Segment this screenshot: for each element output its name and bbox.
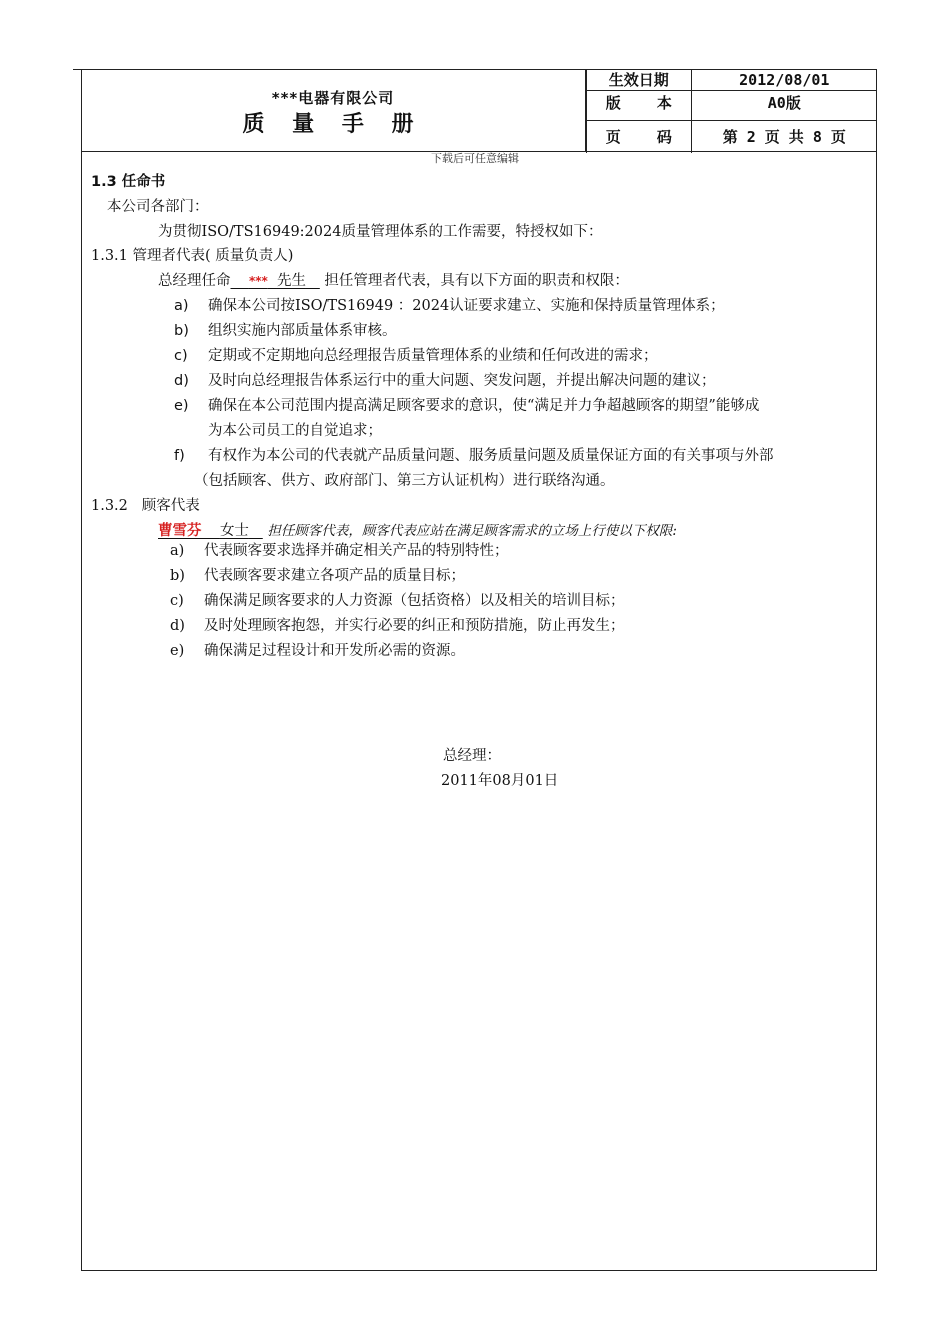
- item-marker: e): [174, 398, 189, 414]
- customer-rep-line: [158, 521, 677, 541]
- item-text: 及时处理顾客抱怨，并实行必要的纠正和预防措施，防止再发生；: [204, 618, 625, 634]
- duty-item: [174, 296, 725, 316]
- authority-item: [170, 616, 625, 636]
- appointment-line: [158, 271, 629, 291]
- item-marker: c): [170, 593, 184, 609]
- authority-item: [170, 641, 465, 661]
- meta-key: 生效日期: [587, 69, 692, 91]
- appoint-suffix: 担任管理者代表，具有以下方面的职责和权限：: [324, 273, 629, 289]
- manual-title: 质 量 手 册: [242, 112, 424, 137]
- item-marker: e): [170, 643, 185, 659]
- duty-item: [174, 321, 397, 341]
- meta-value: A0版: [691, 91, 877, 121]
- appointee-blank: [231, 273, 320, 289]
- item-marker: c): [174, 348, 188, 364]
- item-marker: a): [174, 298, 189, 314]
- meta-value: 第 2 页 共 8 页: [691, 121, 877, 153]
- duty-item-continuation: 为本公司员工的自觉追求；: [208, 423, 382, 439]
- item-marker: f): [174, 448, 185, 464]
- item-text: 及时向总经理报告体系运行中的重大问题、突发问题，并提出解决问题的建议；: [208, 373, 716, 389]
- item-text: 组织实施内部质量体系审核。: [208, 323, 397, 339]
- intro-paragraph: 为贯彻ISO/TS16949:2024质量管理体系的工作需要，特授权如下：: [158, 224, 603, 240]
- item-text: 确保满足顾客要求的人力资源（包括资格）以及相关的培训目标；: [204, 593, 625, 609]
- duty-item: [174, 346, 658, 366]
- meta-row-page: [587, 121, 878, 153]
- subsection-heading-customer-rep: 1.3.2 顾客代表: [91, 498, 200, 514]
- header-title-cell: [81, 69, 586, 151]
- document-header: [81, 69, 877, 152]
- appointee-honorific: 先生: [276, 273, 306, 289]
- customer-rep-suffix: 担任顾客代表，顾客代表应站在满足顾客需求的立场上行使以下权限:: [267, 523, 677, 539]
- subsection-heading-management-rep: 1.3.1 管理者代表( 质量负责人): [91, 248, 294, 264]
- authority-item: [170, 541, 509, 561]
- item-text: 确保满足过程设计和开发所必需的资源。: [204, 643, 465, 659]
- item-marker: d): [174, 373, 189, 389]
- appoint-prefix: 总经理任命: [158, 273, 231, 289]
- signature-date: 2011年08月01日: [441, 773, 559, 789]
- meta-key: 页 码: [587, 121, 692, 153]
- item-marker: b): [170, 568, 185, 584]
- item-marker: a): [170, 543, 185, 559]
- item-text: 代表顾客要求建立各项产品的质量目标；: [204, 568, 465, 584]
- meta-value: 2012/08/01: [691, 69, 877, 91]
- signature-label: 总经理：: [443, 748, 501, 764]
- item-text: 确保在本公司范围内提高满足顾客要求的意识，使“满足并力争超越顾客的期望”能够成: [208, 398, 760, 414]
- page-corner-mark: [73, 69, 81, 70]
- meta-key: 版 本: [587, 91, 692, 121]
- duty-item: [174, 371, 716, 391]
- item-text: 有权作为本公司的代表就产品质量问题、服务质量问题及质量保证方面的有关事项与外部: [208, 448, 774, 464]
- meta-row-effective-date: [587, 69, 878, 91]
- download-note: 下载后可任意编辑: [431, 152, 519, 165]
- duty-item: [174, 396, 759, 416]
- item-marker: d): [170, 618, 185, 634]
- company-name: ***电器有限公司: [271, 89, 395, 107]
- customer-rep-honorific: 女士: [219, 523, 249, 539]
- section-title: 1.3 任命书: [91, 174, 166, 190]
- item-text: 代表顾客要求选择并确定相关产品的特别特性；: [204, 543, 509, 559]
- meta-row-version: [587, 91, 878, 121]
- authority-item: [170, 591, 625, 611]
- customer-rep-blank: [158, 523, 263, 539]
- document-meta-table: [586, 69, 877, 153]
- item-marker: b): [174, 323, 189, 339]
- salutation: 本公司各部门：: [107, 199, 209, 215]
- authority-item: [170, 566, 465, 586]
- duty-item: [174, 446, 774, 466]
- customer-rep-name: 曹雪芬: [158, 523, 202, 539]
- item-text: 确保本公司按ISO/TS16949 ：2024认证要求建立、实施和保持质量管理体系；: [208, 298, 725, 314]
- item-text: 定期或不定期地向总经理报告质量管理体系的业绩和任何改进的需求；: [208, 348, 658, 364]
- duty-item-continuation: （包括顾客、供方、政府部门、第三方认证机构）进行联络沟通。: [194, 473, 615, 489]
- appointee-name: ***: [248, 274, 268, 288]
